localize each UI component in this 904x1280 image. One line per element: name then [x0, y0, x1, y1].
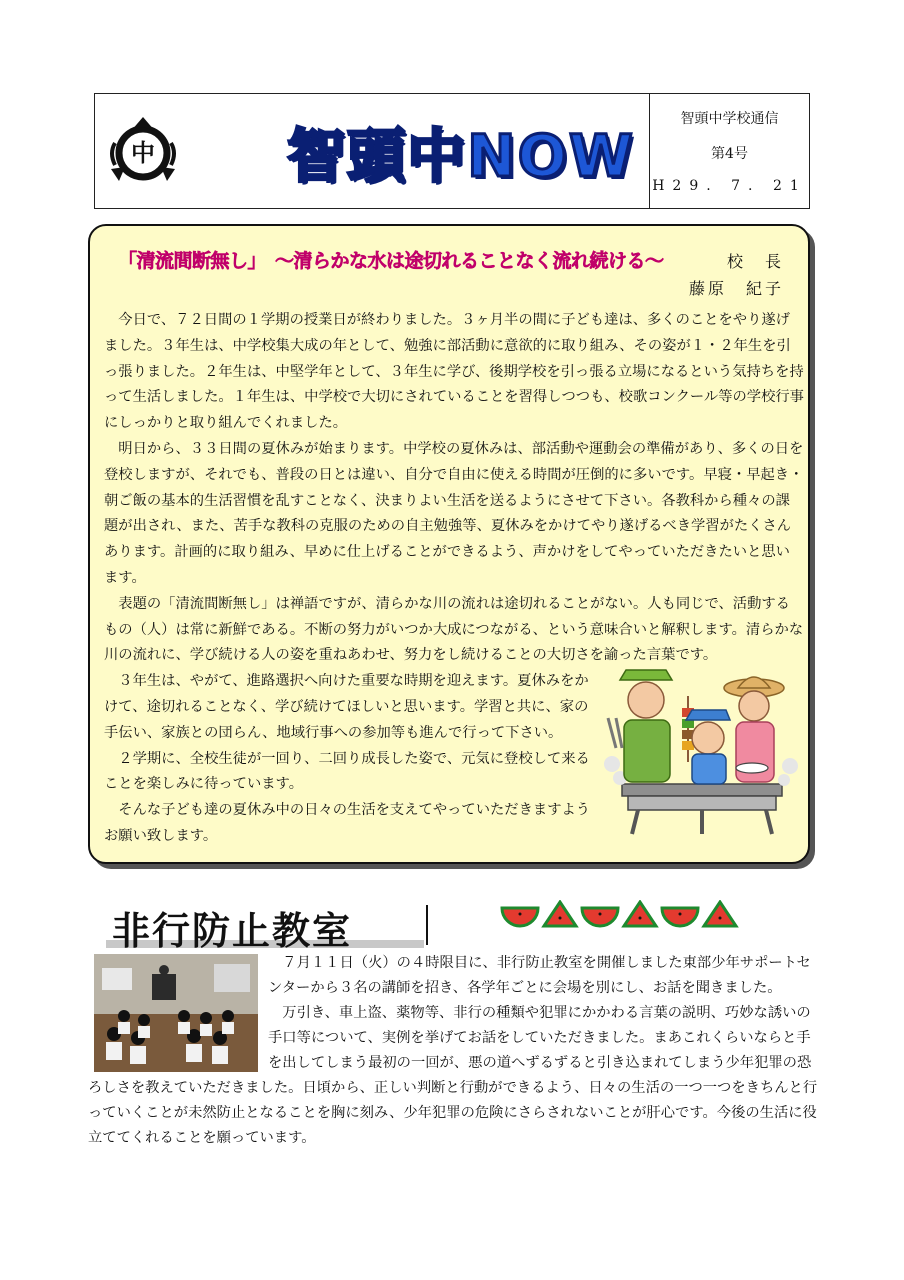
section-title: 非行防止教室 [112, 909, 353, 953]
newsletter-header [94, 93, 810, 209]
school-emblem-icon [101, 109, 185, 193]
section-body [88, 951, 818, 1151]
issue-date: H29. 7. 21 [652, 178, 807, 195]
newsletter-title: 智頭中NOW [287, 122, 635, 190]
emblem-text: 中 [131, 139, 155, 167]
section-title-bracket [418, 905, 428, 945]
school-name: 智頭中学校通信 [680, 110, 779, 127]
school-emblem [95, 94, 191, 208]
principal-paragraph: 明日から、３３日間の夏休みが始まります。中学校の夏休みは、部活動や運動会の準備があり、多くの日を登校しますが、それでも、普段の日とは違い、自分で自由に使える時間が圧倒的に多いです。早寝・早起き・朝ご飯の基本的生活習慣を乱すことなく、決まりよい生活を送るようにさせて下さい。各教科から種々の課題が出され、また、苦手な教科の克服のための自主勉強等、夏休みをかけてやり遂げるべき学習がたくさんあります。計画的に取り組み、早めに仕上げることができるよう、声かけをしてやっていただきたいと思います。 [104, 440, 804, 586]
issue-info [649, 94, 809, 208]
principal-message-box [88, 224, 810, 864]
watermelon-decoration-icon [498, 900, 748, 936]
photo-spacer [88, 951, 268, 1075]
issue-number: 第4号 [711, 145, 748, 162]
principal-paragraph: ３年生は、やがて、進路選択へ向けた重要な時期を迎えます。夏休みをかけて、途切れることなく、学び続けてほしいと思います。学習と共に、家の手伝い、家族との団らん、地域行事への参加等も進んで行って下さい。 [104, 673, 589, 741]
section-paragraph: 万引き、車上盗、薬物等、非行の種類や犯罪にかかわる言葉の説明、巧妙な誘いの手口等について、実例を挙げてお話をしていただきました。まあこれくらいならと手を出してしまう最初の一回が、悪の道へずるずると引き込まれてしまう少年犯罪の恐ろしさを教えていただきました。日頃から、正しい判断と行動ができるよう、日々の生活の一つ一つをきちんと行っていくことが未然防止となることを胸に刻み、少年犯罪の危険にさらされないことが肝心です。今後の生活に役立ててくれることを願っています。 [88, 1005, 818, 1146]
author-role: 校 長 [726, 252, 784, 271]
principal-heading: 「清流間断無し」 ～清らかな水は途切れることなく流れ続ける～ [118, 250, 664, 272]
principal-paragraph: 今日で、７２日間の１学期の授業日が終わりました。３ヶ月半の間に子ども達は、多くのことをやり遂げました。３年生は、中学校集大成の年として、勉強に部活動に意欲的に取り組み、その姿が１・２年生を引っ張りました。２年生は、中堅学年として、３年生に学び、後期学校を引っ張る立場になるという気持ちを持って生活しました。１年生は、中学校で大切にされていることを習得しつつも、校歌コンクール等の学校行事にしっかりと取り組んでくれました。 [104, 312, 804, 432]
principal-paragraph: ２学期に、全校生徒が一回り、二回り成長した姿で、元気に登校して来ることを楽しみに待っています。 [104, 750, 590, 793]
bbq-family-illustration [602, 666, 798, 836]
author-block [689, 248, 784, 302]
author-name: 藤原 紀子 [688, 279, 784, 298]
principal-paragraph: 表題の「清流間断無し」は禅語ですが、清らかな川の流れは途切れることがない。人も同じで、活動するもの（人）は常に新鮮である。不断の努力がいつか大成につながる、という意味合いと解釈します。清らかな川の流れに、学び続ける人の姿を重ねあわせ、努力をし続けることの大切さを諭った言葉です。 [104, 595, 804, 664]
principal-paragraph: そんな子ども達の夏休み中の日々の生活を支えてやっていただきますようお願い致します。 [104, 802, 591, 844]
section-paragraph: ７月１１日（火）の４時限目に、非行防止教室を開催しました東部少年サポートセンターから３名の講師を招き、各学年ごとに会場を別にし、お話を聞きました。 [268, 955, 811, 996]
